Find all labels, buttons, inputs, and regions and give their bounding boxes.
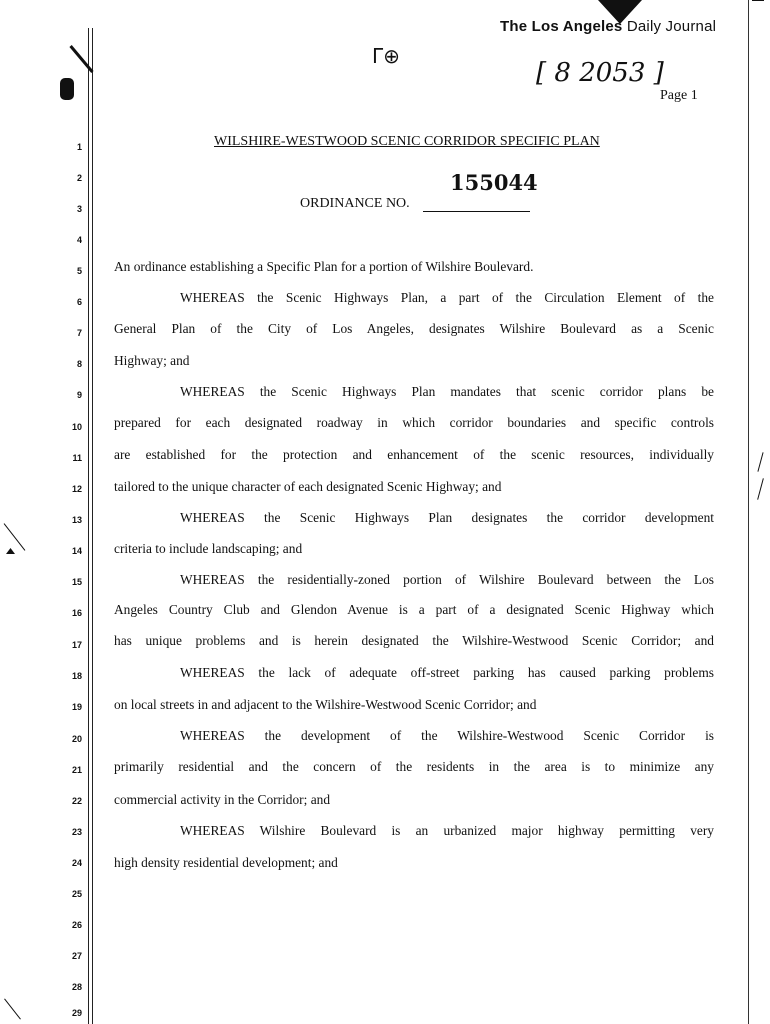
scan-artifact-mark bbox=[69, 45, 93, 73]
body-line: Angeles Country Club and Glendon Avenue is a part of a designated Scenic Highway which bbox=[114, 602, 714, 617]
line-number: 19 bbox=[71, 702, 82, 712]
line-number: 26 bbox=[71, 920, 82, 930]
line-number: 11 bbox=[72, 453, 82, 463]
body-line: primarily residential and the concern of the residents in the area is to minimize any bbox=[114, 759, 714, 774]
handwritten-number: [ 8 2053 ] bbox=[536, 58, 664, 88]
line-number: 3 bbox=[76, 204, 82, 214]
body-line: are established for the protection and enhancement of the scenic resources, individually bbox=[114, 447, 714, 462]
body-line: has unique problems and is herein designated the Wilshire-Westwood Scenic Corridor; and bbox=[114, 633, 714, 648]
body-line: high density residential development; and bbox=[114, 855, 338, 870]
ordinance-label: ORDINANCE NO. bbox=[300, 196, 410, 211]
scan-artifact-mark bbox=[4, 523, 26, 550]
body-line: WHEREAS Wilshire Boulevard is an urbanized major highway permitting very bbox=[180, 823, 714, 838]
ordinance-underline bbox=[423, 211, 530, 212]
line-number: 28 bbox=[71, 982, 82, 992]
body-line: General Plan of the City of Los Angeles, designates Wilshire Boulevard as a Scenic bbox=[114, 321, 714, 336]
document-title: WILSHIRE-WESTWOOD SCENIC CORRIDOR SPECIFIC PLAN bbox=[214, 134, 600, 149]
journal-prefix: The Los Angeles bbox=[500, 18, 623, 35]
line-number: 24 bbox=[71, 858, 82, 868]
scan-artifact-mark bbox=[4, 998, 21, 1019]
line-number: 10 bbox=[71, 422, 82, 432]
line-number: 23 bbox=[71, 827, 82, 837]
line-number: 4 bbox=[76, 235, 82, 245]
body-line: WHEREAS the Scenic Highways Plan, a part of the Circulation Element of the bbox=[180, 290, 714, 305]
body-line: prepared for each designated roadway in which corridor boundaries and specific controls bbox=[114, 415, 714, 430]
left-margin-rule bbox=[88, 28, 89, 1024]
line-number: 29 bbox=[71, 1008, 82, 1018]
line-number: 20 bbox=[71, 734, 82, 744]
scan-artifact-mark bbox=[60, 78, 74, 100]
right-margin-rule bbox=[748, 0, 749, 1024]
line-number: 14 bbox=[71, 546, 82, 556]
body-line: WHEREAS the development of the Wilshire-Westwood Scenic Corridor is bbox=[180, 728, 714, 743]
left-margin-rule-inner bbox=[92, 28, 93, 1024]
scan-artifact-mark bbox=[6, 548, 15, 554]
line-number: 6 bbox=[76, 297, 82, 307]
handwritten-mark: Γ⊕ bbox=[372, 44, 400, 68]
body-line: WHEREAS the Scenic Highways Plan designates the corridor development bbox=[180, 510, 714, 525]
line-number: 25 bbox=[71, 889, 82, 899]
line-number: 2 bbox=[76, 173, 82, 183]
scan-artifact-mark bbox=[752, 0, 764, 1]
line-number: 15 bbox=[71, 577, 82, 587]
line-number: 21 bbox=[71, 765, 82, 775]
line-number: 22 bbox=[71, 796, 82, 806]
body-line: WHEREAS the Scenic Highways Plan mandates that scenic corridor plans be bbox=[180, 384, 714, 399]
ordinance-number: 155044 bbox=[450, 170, 538, 195]
body-line: tailored to the unique character of each designated Scenic Highway; and bbox=[114, 479, 502, 494]
line-number: 9 bbox=[76, 390, 82, 400]
body-line: on local streets in and adjacent to the Wilshire-Westwood Scenic Corridor; and bbox=[114, 697, 537, 712]
scan-artifact-mark bbox=[757, 478, 764, 500]
line-number: 13 bbox=[71, 515, 82, 525]
body-line: commercial activity in the Corridor; and bbox=[114, 792, 331, 807]
scan-artifact-mark bbox=[757, 452, 763, 472]
body-line: Highway; and bbox=[114, 353, 190, 368]
body-line: criteria to include landscaping; and bbox=[114, 541, 303, 556]
line-number: 17 bbox=[71, 640, 82, 650]
line-number: 1 bbox=[76, 142, 82, 152]
line-number: 8 bbox=[76, 359, 82, 369]
page-number: Page 1 bbox=[660, 88, 698, 103]
line-number: 27 bbox=[71, 951, 82, 961]
line-number: 12 bbox=[71, 484, 82, 494]
line-number: 7 bbox=[76, 328, 82, 338]
line-number: 18 bbox=[71, 671, 82, 681]
journal-suffix: Daily Journal bbox=[626, 18, 717, 35]
body-line: An ordinance establishing a Specific Plan for a portion of Wilshire Boulevard. bbox=[114, 259, 534, 274]
line-number: 5 bbox=[76, 266, 82, 276]
body-line: WHEREAS the residentially-zoned portion of Wilshire Boulevard between the Los bbox=[180, 572, 714, 587]
line-number: 16 bbox=[71, 608, 82, 618]
journal-stamp bbox=[500, 18, 716, 35]
body-line: WHEREAS the lack of adequate off-street parking has caused parking problems bbox=[180, 665, 714, 680]
